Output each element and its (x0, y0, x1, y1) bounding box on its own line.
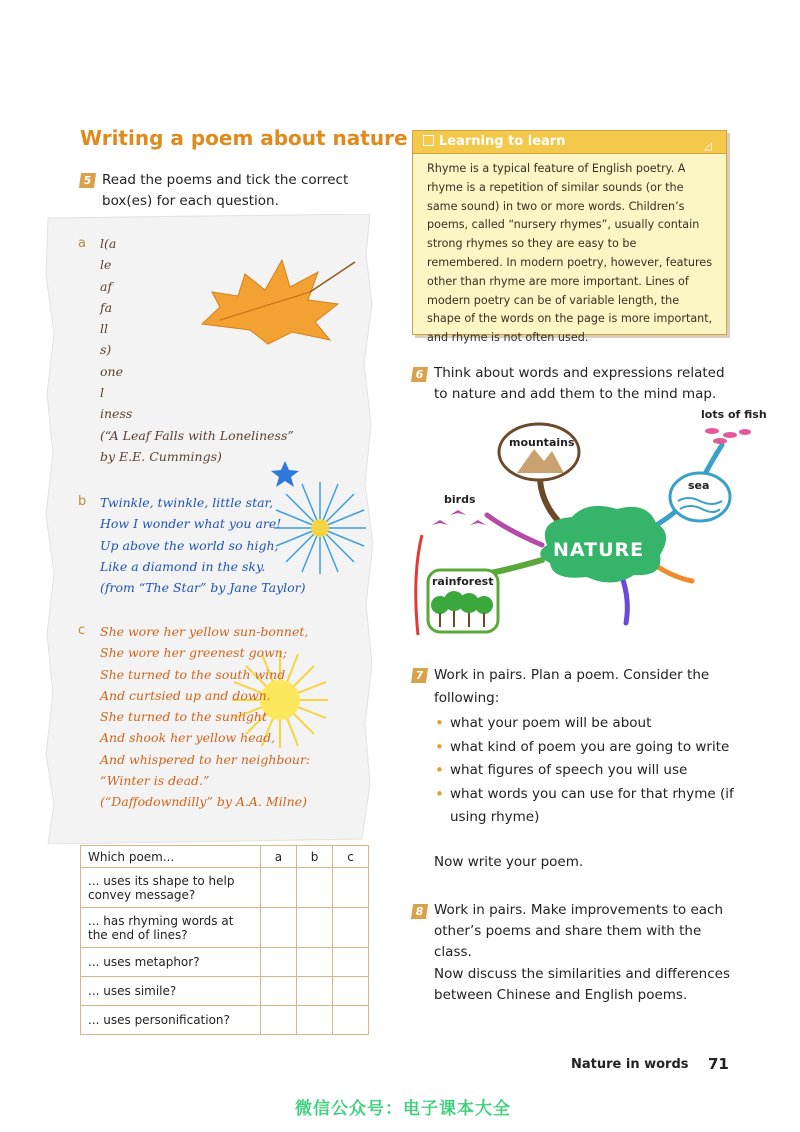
question-8-discuss-prompt: Now discuss the similarities and differences between Chinese and English poems. (434, 966, 731, 1003)
table-row-question: ... uses its shape to help convey message? (81, 868, 261, 908)
poem-line: one (100, 363, 123, 379)
question-number-7: 7 (411, 668, 428, 683)
mind-map-label-fish: lots of fish (701, 408, 767, 421)
tick-box[interactable] (296, 1006, 332, 1035)
table-row (81, 977, 369, 1006)
poem-b-letter: b (78, 494, 87, 509)
table-header-cell: b (296, 846, 332, 868)
question-8-instruction: Work in pairs. Make improvements to each other’s poems and share them with the class. (434, 902, 723, 960)
poem-line: Up above the world so high, (100, 537, 279, 553)
poem-check-table (80, 845, 369, 1035)
poem-line: She turned to the south wind (100, 666, 286, 682)
nature-mind-map (412, 405, 772, 640)
tick-box[interactable] (296, 908, 332, 948)
poem-line: le (100, 257, 112, 273)
poem-c-letter: c (78, 623, 86, 638)
learning-to-learn-header (413, 131, 726, 154)
table-row-question: ... uses personification? (81, 1006, 261, 1035)
poem-a-letter: a (78, 236, 86, 251)
list-item: • what kind of poem you are going to write (434, 736, 734, 760)
learning-to-learn-box (412, 130, 727, 345)
question-number-6: 6 (411, 367, 428, 382)
page-title: Writing a poem about nature (80, 126, 408, 150)
table-row-question: ... uses simile? (81, 977, 261, 1006)
poem-line: She wore her yellow sun-bonnet, (100, 624, 309, 639)
question-number-8: 8 (411, 904, 428, 919)
tick-box[interactable] (333, 908, 369, 948)
poem-line: And whispered to her neighbour: (100, 751, 311, 767)
poem-line: s) (100, 342, 112, 358)
table-header-cell: c (333, 846, 369, 868)
poem-line: fa (100, 299, 113, 315)
poem-line: Twinkle, twinkle, little star, (100, 495, 274, 510)
tick-box[interactable] (296, 977, 332, 1006)
poem-line: (from “The Star” by Jane Taylor) (100, 580, 306, 596)
poem-line: by E.E. Cummings) (100, 448, 222, 464)
table-row (81, 1006, 369, 1035)
tick-box[interactable] (260, 977, 296, 1006)
tick-box[interactable] (333, 1006, 369, 1035)
question-7-write-prompt: Now write your poem. (434, 854, 584, 870)
table-header-row (81, 846, 369, 868)
mind-map-label-birds: birds (444, 493, 476, 506)
tick-box[interactable] (296, 868, 332, 908)
question-7-instruction: Work in pairs. Plan a poem. Consider the following: (434, 667, 710, 706)
poem-line: And shook her yellow head, (100, 730, 276, 746)
poem-line: How I wonder what you are! (100, 516, 282, 532)
table-row (81, 908, 369, 948)
list-item: • what your poem will be about (434, 712, 734, 736)
mind-map-label-sea: sea (688, 479, 710, 492)
poem-b (100, 492, 306, 598)
question-number-5: 5 (79, 173, 96, 188)
wechat-watermark-text: 微信公众号：电子课本大全 (295, 1099, 511, 1119)
poem-line: (“A Leaf Falls with Loneliness” (100, 427, 294, 443)
poem-line: af (100, 278, 113, 294)
poem-line: “Winter is dead.” (100, 773, 210, 789)
poem-c (100, 621, 310, 813)
list-item: • what figures of speech you will use (434, 759, 734, 783)
tick-box[interactable] (333, 977, 369, 1006)
mind-map-center-label: NATURE (553, 539, 645, 561)
table-header-cell: a (260, 846, 296, 868)
table-row (81, 948, 369, 977)
table-header-cell: Which poem... (81, 846, 261, 868)
question-6-instruction: Think about words and expressions related to nature and add them to the mind map. (434, 365, 725, 402)
poem-line: l (100, 385, 104, 401)
poem-line: l(a (100, 236, 117, 251)
tick-box[interactable] (260, 868, 296, 908)
tick-box[interactable] (260, 1006, 296, 1035)
tick-box[interactable] (333, 948, 369, 977)
table-row-question: ... uses metaphor? (81, 948, 261, 977)
tick-box[interactable] (333, 868, 369, 908)
poem-line: ll (100, 321, 108, 337)
learning-to-learn-text: Rhyme is a typical feature of English poetry. A rhyme is a repetition of similar sounds (or the same sound) in two or more words. Children’s poems, called “nursery rhymes”, usually contain strong rhymes so they are easy to be remembered. In modern poetry, however, features other than rhyme are more important. Lines of modern poetry can be of variable length, the shape of the words on the page is more important, and rhyme is not often used. (427, 162, 713, 345)
question-7-bullet-list (434, 712, 734, 830)
poem-a (100, 233, 294, 467)
page-number: 71 (708, 1055, 729, 1073)
tick-box[interactable] (296, 948, 332, 977)
poem-line: iness (100, 406, 133, 422)
poem-line: She turned to the sunlight (100, 709, 268, 725)
table-row (81, 868, 369, 908)
tick-box[interactable] (260, 908, 296, 948)
mind-map-label-mountains: mountains (509, 436, 575, 449)
poem-line: Like a diamond in the sky. (100, 558, 266, 574)
learning-to-learn-title: Learning to learn (439, 134, 566, 149)
checkbox-icon (423, 135, 434, 146)
list-item: • what words you can use for that rhyme (if using rhyme) (434, 783, 734, 830)
tick-box[interactable] (260, 948, 296, 977)
poem-line: And curtsied up and down. (100, 687, 271, 703)
mind-map-label-rainforest: rainforest (432, 575, 494, 588)
unit-title-footer: Nature in words (571, 1057, 689, 1072)
table-row-question: ... has rhyming words at the end of lines? (81, 908, 261, 948)
poem-line: She wore her greenest gown; (100, 645, 288, 661)
poem-line: (“Daffodowndilly” by A.A. Milne) (100, 794, 307, 810)
corner-triangle-icon: ◿ (703, 139, 712, 152)
question-5-instruction: Read the poems and tick the correct box(es) for each question. (102, 172, 349, 209)
mind-map-graphics (412, 405, 772, 640)
